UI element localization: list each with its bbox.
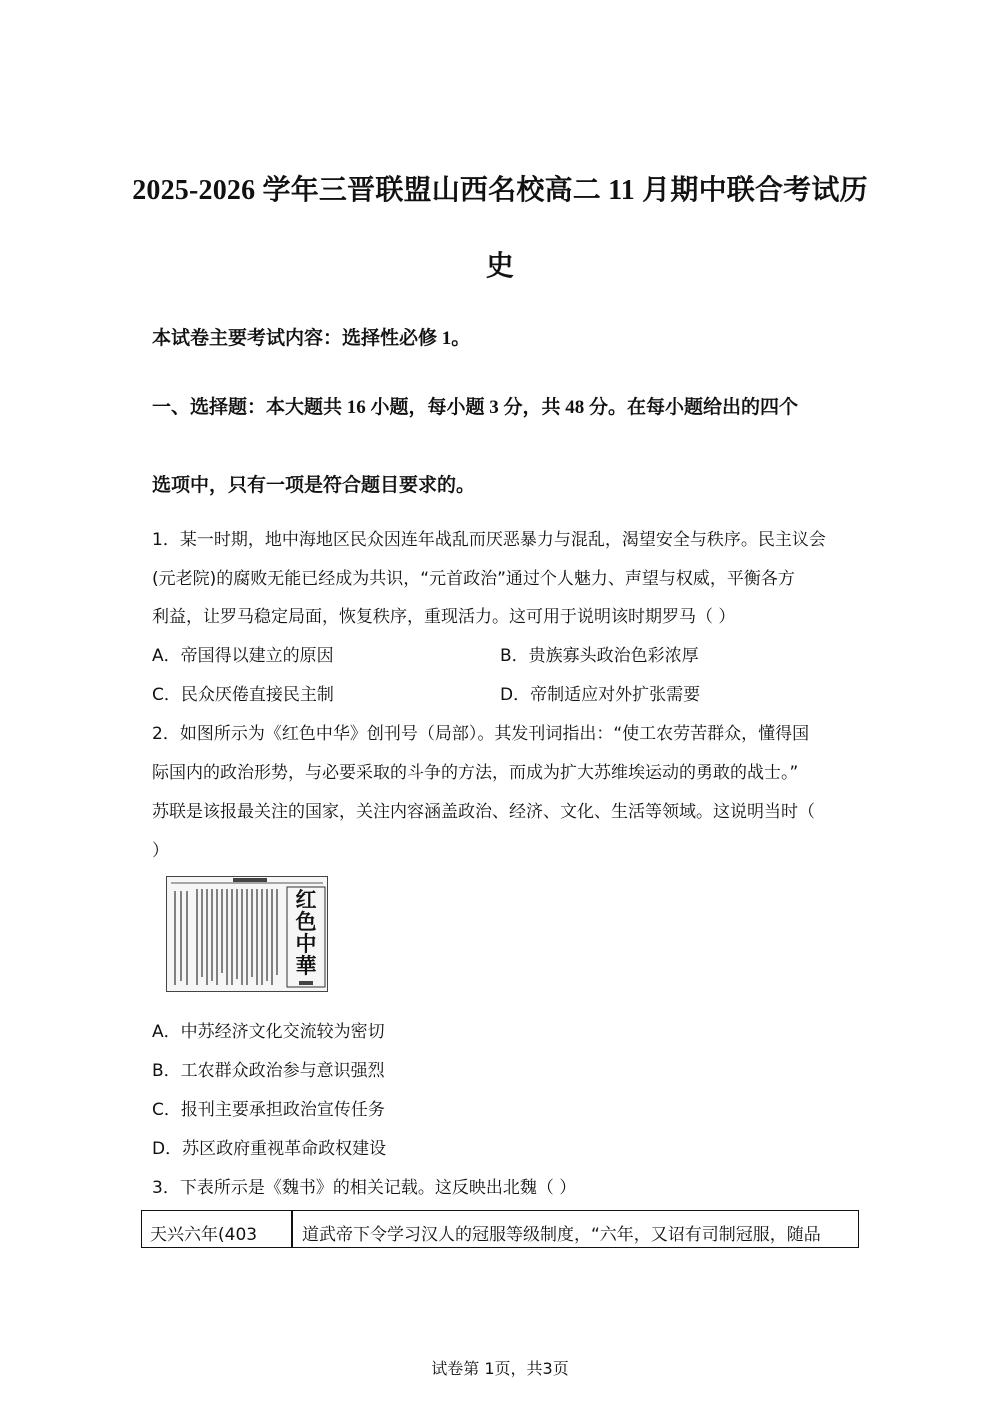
q1-stem-line2: (元老院)的腐败无能已经成为共识，“元首政治”通过个人魅力、声望与权威，平衡各方 (152, 569, 795, 589)
table-column-divider (291, 1211, 293, 1247)
section-heading-line1: 一、选择题：本大题共 16 小题，每小题 3 分，共 48 分。在每小题给出的四个 (152, 397, 799, 418)
q2-stem-line1: 2．如图所示为《红色中华》创刊号（局部）。其发刊词指出：“使工农劳苦群众，懂得国 (152, 724, 810, 744)
page-footer: 试卷第 1页，共3页 (431, 1359, 569, 1378)
q2-option-b: B．工农群众政治参与意识强烈 (152, 1061, 385, 1081)
q2-stem-line4: ） (152, 841, 169, 861)
q1-stem-line3: 利益，让罗马稳定局面，恢复秩序，重现活力。这可用于说明该时期罗马（ ） (152, 607, 736, 627)
newspaper-masthead: 红色中華 (295, 888, 317, 978)
exam-title-line1: 2025-2026 学年三晋联盟山西名校高二 11 月期中联合考试历 (132, 175, 868, 206)
q3-stem: 3．下表所示是《魏书》的相关记载。这反映出北魏（ ） (152, 1178, 577, 1198)
q1-option-b: B．贵族寡头政治色彩浓厚 (500, 646, 699, 666)
q2-option-d: D．苏区政府重视革命政权建设 (152, 1139, 387, 1159)
q2-option-a: A．中苏经济文化交流较为密切 (152, 1022, 385, 1042)
exam-title-line2: 史 (485, 251, 515, 282)
q3-table-cell-record: 道武帝下令学习汉人的冠服等级制度，“六年，又诏有司制冠服，随品 (302, 1225, 821, 1245)
exam-scope: 本试卷主要考试内容：选择性必修 1。 (152, 328, 471, 349)
q3-table-cell-year: 天兴六年(403 (150, 1225, 258, 1245)
q1-option-a: A．帝国得以建立的原因 (152, 646, 334, 666)
q1-option-c: C．民众厌倦直接民主制 (152, 685, 334, 705)
newspaper-image (166, 876, 328, 992)
q2-stem-line2: 际国内的政治形势，与必要采取的斗争的方法，而成为扩大苏维埃运动的勇敢的战士。” (152, 763, 799, 783)
q1-stem-line1: 1．某一时期，地中海地区民众因连年战乱而厌恶暴力与混乱，渴望安全与秩序。民主议会 (152, 530, 826, 550)
q1-option-d: D．帝制适应对外扩张需要 (500, 685, 701, 705)
q3-table (141, 1210, 859, 1248)
section-heading-line2: 选项中，只有一项是符合题目要求的。 (152, 475, 476, 496)
q2-option-c: C．报刊主要承担政治宣传任务 (152, 1100, 385, 1120)
q2-stem-line3: 苏联是该报最关注的国家，关注内容涵盖政治、经济、文化、生活等领域。这说明当时（ (152, 802, 815, 822)
